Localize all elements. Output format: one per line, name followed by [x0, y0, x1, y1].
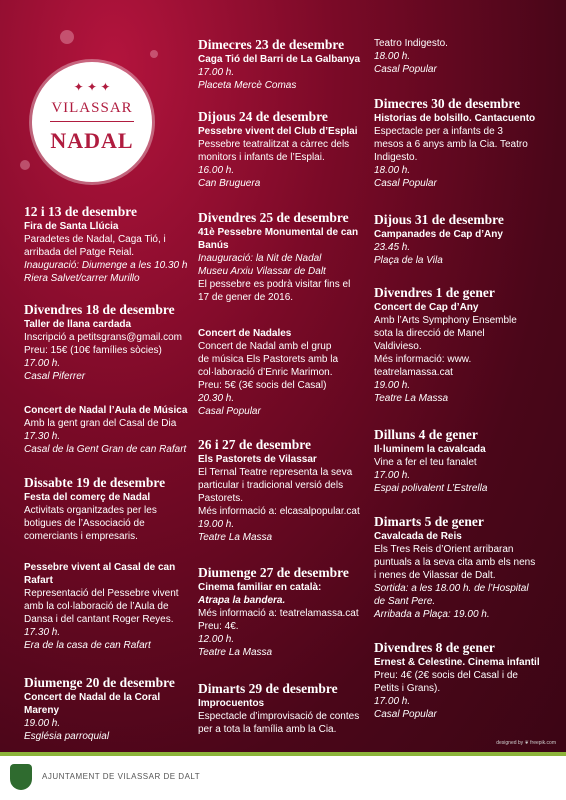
event-date: Divendres 25 de desembre [198, 210, 349, 225]
event-block [24, 404, 194, 456]
event-detail: de Sant Pere. [374, 596, 436, 607]
event-date: Dimecres 30 de desembre [374, 96, 521, 111]
event-title: Ernest & Celestine. Cinema infantil [374, 657, 540, 668]
event-date: Dimarts 5 de gener [374, 514, 484, 529]
event-title: Caga Tió del Barri de La Galbanya [198, 54, 361, 65]
sparkle [150, 50, 158, 58]
event-detail: 20.30 h. [198, 393, 235, 404]
event-text: Activitats organitzades per les [24, 505, 157, 516]
event-date: Divendres 1 de gener [374, 285, 495, 300]
event-date: Dimarts 29 de desembre [198, 681, 338, 696]
event-detail: Casal Piferrer [24, 371, 86, 382]
event-block [198, 565, 368, 659]
event-text: Preu: 4€. [198, 621, 239, 632]
event-block [198, 109, 368, 190]
event-block [374, 37, 556, 76]
event-detail: 19.00 h. [374, 380, 411, 391]
logo-word: NADAL [50, 128, 134, 153]
event-title: Concert de Cap d’Any [374, 302, 479, 313]
event-block [198, 327, 368, 418]
event-title: Concert de Nadales [198, 328, 292, 339]
event-detail: 12.00 h. [198, 634, 235, 645]
event-title: Improcuentos [198, 698, 265, 709]
event-text: Petits i Grans). [374, 683, 441, 694]
event-date: Diumenge 20 de desembre [24, 675, 175, 690]
event-title: Fira de Santa Llúcia [24, 221, 119, 232]
event-detail: 16.00 h. [198, 165, 235, 176]
event-detail: 17.30 h. [24, 431, 61, 442]
event-text: Més informació a: teatrelamassa.cat [198, 608, 359, 619]
event-detail: Placeta Mercè Comas [198, 80, 297, 91]
event-date: 26 i 27 de desembre [198, 437, 311, 452]
event-detail: Can Bruguera [198, 178, 261, 189]
event-block [24, 204, 194, 285]
event-title: Historias de bolsillo. Cantacuento [374, 113, 536, 124]
event-text: i nenes de Vilassar de Dalt. [374, 570, 496, 581]
event-detail: Inauguració: Diumenge a les 10.30 h [24, 260, 188, 271]
logo-divider [50, 121, 134, 122]
event-detail: Casal de la Gent Gran de can Rafart [24, 444, 187, 455]
event-text: Dansa i del cantant Roger Reyes. [24, 614, 174, 625]
event-text: per a tota la família amb la Cia. [198, 724, 337, 735]
event-text: mesos a 6 anys amb la Cia. Teatro [374, 139, 528, 150]
event-text: col·laboració d’Enric Marimon. [198, 367, 333, 378]
event-date: Dilluns 4 de gener [374, 427, 478, 442]
event-text: El Ternal Teatre representa la seva [198, 467, 353, 478]
event-detail: Teatre La Massa [374, 393, 449, 404]
event-text: Pessebre teatralitzat a càrrec dels [198, 139, 350, 150]
event-date: Diumenge 27 de desembre [198, 565, 349, 580]
event-text: Teatro Indigesto. [374, 38, 448, 49]
event-text: sota la direcció de Manel [374, 328, 485, 339]
event-text: Inscripció a petitsgrans@gmail.com [24, 332, 182, 343]
event-detail: 23.45 h. [374, 242, 411, 253]
event-block [24, 675, 194, 743]
event-text: Més informació a: elcasalpopular.cat [198, 506, 360, 517]
event-subtitle: Atrapa la bandera. [198, 595, 286, 606]
event-title: Cavalcada de Reis [374, 531, 462, 542]
event-title: Festa del comerç de Nadal [24, 492, 151, 503]
event-date: 12 i 13 de desembre [24, 204, 137, 219]
event-detail: Espai polivalent L’Estrella [374, 483, 488, 494]
event-detail: Inauguració: la Nit de Nadal [198, 253, 322, 264]
event-detail: Casal Popular [198, 406, 261, 417]
event-title: Pessebre vivent al Casal de can Rafart [24, 562, 176, 586]
logo-stars: ✦ ✦ ✦ [73, 80, 111, 94]
event-text: de música Els Pastorets amb la [198, 354, 339, 365]
event-title: Campanades de Cap d’Any [374, 229, 503, 240]
event-text: botigues de l’Associació de [24, 518, 145, 529]
event-text: particular i tradicional versió dels [198, 480, 344, 491]
event-detail: Plaça de la Vila [374, 255, 443, 266]
event-block [198, 37, 368, 92]
event-text: Concert de Nadal amb el grup [198, 341, 332, 352]
event-date: Dijous 31 de desembre [374, 212, 504, 227]
event-title: Pessebre vivent del Club d’Esplai [198, 126, 358, 137]
event-detail: 19.00 h. [24, 718, 61, 729]
event-text: Representació del Pessebre vivent [24, 588, 179, 599]
event-block [24, 302, 194, 383]
footer [0, 740, 566, 800]
event-detail: 17.00 h. [374, 696, 411, 707]
event-detail: Era de la casa de can Rafart [24, 640, 151, 651]
event-title: Concert de Nadal de la Coral Mareny [24, 692, 161, 716]
event-block [24, 561, 194, 652]
event-detail: 17.00 h. [198, 67, 235, 78]
event-block [198, 681, 368, 736]
event-block [374, 285, 556, 405]
event-title: Il·luminem la cavalcada [374, 444, 486, 455]
footer-band [0, 752, 566, 756]
event-detail: Teatre La Massa [198, 532, 273, 543]
event-detail: 18.00 h. [374, 51, 411, 62]
event-block [24, 475, 194, 543]
event-date: Dijous 24 de desembre [198, 109, 328, 124]
event-detail: 17.30 h. [24, 627, 61, 638]
event-text: puntuals a la seva cita amb els nens [374, 557, 536, 568]
vilassar-nadal-logo [32, 62, 152, 182]
event-detail: Església parroquial [24, 731, 110, 742]
logo-town: VILASSAR [51, 100, 133, 116]
event-text: Els Tres Reis d’Orient arribaran [374, 544, 514, 555]
event-text: Més informació: www. [374, 354, 472, 365]
event-text: arribada del Patge Reial. [24, 247, 135, 258]
event-detail: Sortida: a les 18.00 h. de l’Hospital [374, 583, 529, 594]
event-text: Indigesto. [374, 152, 418, 163]
event-text: Espectacle d’improvisació de contes [198, 711, 360, 722]
event-title: Taller de llana cardada [24, 319, 132, 330]
event-block [198, 210, 368, 304]
sparkle [60, 30, 74, 44]
event-text: amb la col·laboració de l’Aula de [24, 601, 169, 612]
event-detail: Casal Popular [374, 178, 437, 189]
event-detail: Arribada a Plaça: 19.00 h. [374, 609, 490, 620]
event-text: Preu: 4€ (2€ socis del Casal i de [374, 670, 518, 681]
event-block [374, 427, 556, 495]
event-text: Preu: 5€ (3€ socis del Casal) [198, 380, 327, 391]
event-block [374, 514, 556, 621]
event-detail: Casal Popular [374, 64, 437, 75]
sparkle [20, 160, 30, 170]
event-block [374, 212, 556, 267]
event-title: Cinema familiar en català: [198, 582, 322, 593]
event-text: El pessebre es podrà visitar fins el [198, 279, 351, 290]
event-text: Valdivieso. [374, 341, 422, 352]
event-title: Concert de Nadal l’Aula de Música [24, 405, 188, 416]
event-text: Paradetes de Nadal, Caga Tió, i [24, 234, 166, 245]
event-text: teatrelamassa.cat [374, 367, 453, 378]
event-text: 17 de gener de 2016. [198, 292, 294, 303]
event-block [374, 640, 556, 721]
event-date: Dimecres 23 de desembre [198, 37, 345, 52]
town-crest-icon [10, 764, 32, 790]
event-detail: Riera Salvet/carrer Murillo [24, 273, 140, 284]
event-detail: 18.00 h. [374, 165, 411, 176]
event-text: Espectacle per a infants de 3 [374, 126, 503, 137]
event-date: Dissabte 19 de desembre [24, 475, 166, 490]
event-text: Amb la gent gran del Casal de Dia [24, 418, 177, 429]
event-date: Divendres 8 de gener [374, 640, 495, 655]
event-block [374, 96, 556, 190]
event-text: monitors i infants de l’Esplai. [198, 152, 325, 163]
event-text: Preu: 15€ (10€ famílies sòcies) [24, 345, 162, 356]
event-date: Divendres 18 de desembre [24, 302, 175, 317]
event-detail: Teatre La Massa [198, 647, 273, 658]
ajuntament-label: AJUNTAMENT DE VILASSAR DE DALT [42, 772, 201, 781]
event-title: 41è Pessebre Monumental de can Banús [198, 227, 359, 251]
event-detail: Museu Arxiu Vilassar de Dalt [198, 266, 326, 277]
event-text: Amb l’Arts Symphony Ensemble [374, 315, 517, 326]
event-text: Vine a fer el teu fanalet [374, 457, 477, 468]
event-detail: Casal Popular [374, 709, 437, 720]
credit-label: designed by ❦ freepik.com [496, 740, 556, 746]
event-title: Els Pastorets de Vilassar [198, 454, 317, 465]
event-detail: 17.00 h. [374, 470, 411, 481]
event-text: comerciants i empresaris. [24, 531, 138, 542]
event-block [198, 437, 368, 544]
event-text: Pastorets. [198, 493, 244, 504]
event-detail: 19.00 h. [198, 519, 235, 530]
event-detail: 17.00 h. [24, 358, 61, 369]
